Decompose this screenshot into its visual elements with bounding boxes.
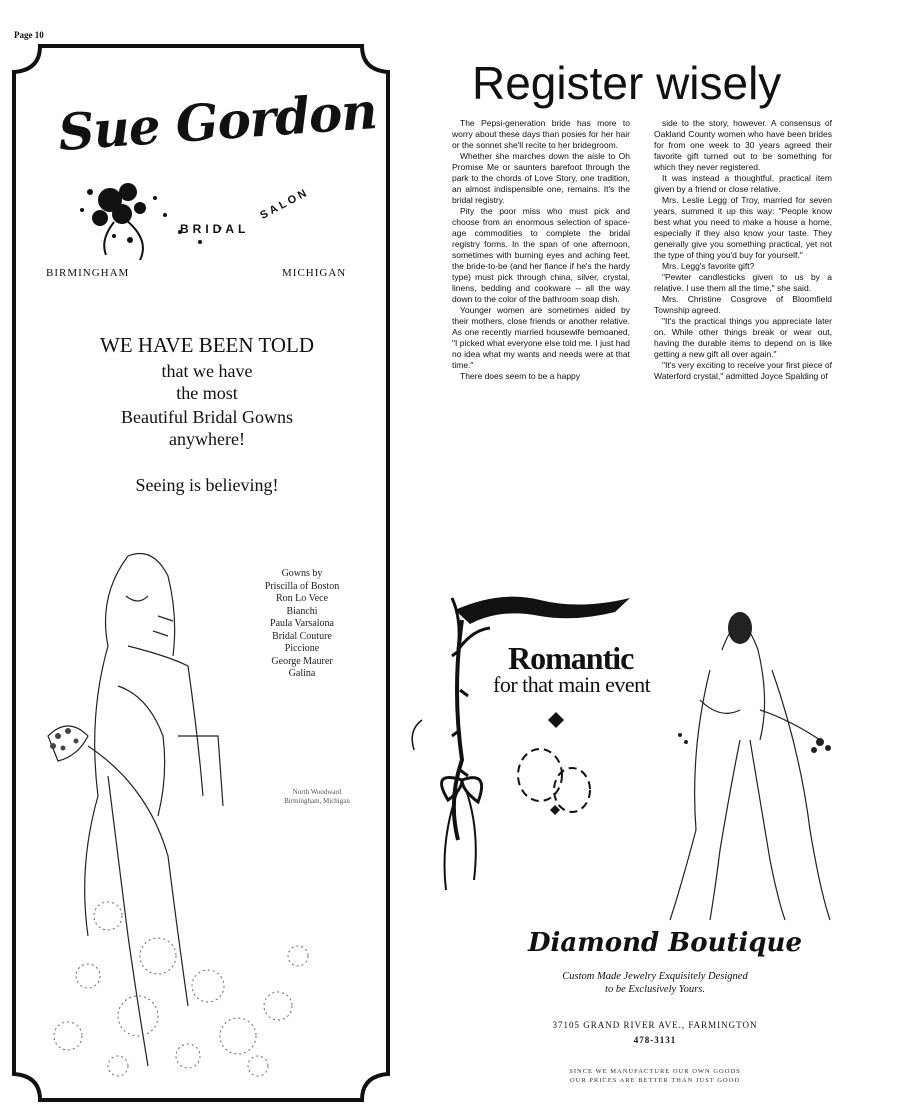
ad-line: that we have bbox=[161, 361, 253, 381]
tagline-line: to be Exclusively Yours. bbox=[605, 984, 705, 995]
article-paragraph: There does seem to be a happy bbox=[460, 371, 581, 381]
ad-line: the most bbox=[176, 383, 238, 403]
article-paragraph: Mrs. Leslie Legg of Troy, married for seven years, summed it up this way: "People know best what you need to make a house a home, especially if they also know your taste. They generally give you something practical, yet not the type of thing you'd buy for yourself." bbox=[654, 195, 832, 260]
gowns-title: Gowns by bbox=[281, 568, 323, 579]
salon-word: SALON bbox=[258, 186, 312, 222]
state-label: MICHIGAN bbox=[282, 267, 347, 279]
article-paragraph: "It's the practical things you appreciate later on. While other things break or wear out, having the durable items to depend on is like getting a new gift all over again." bbox=[654, 316, 832, 359]
sue-gordon-logo: Sue Gordon bbox=[56, 80, 379, 163]
article-paragraph: Pity the poor miss who must pick and choose from an enormous selection of space-age commodities to complete the bridal registry forms. In the span of one afternoon, sometimes with burning eyes and aching feet, the bride-to-be (and her fiance if he's the hardy type) must pick through china, silver, crystal, linens, bedding and cookware -- all the way down to the color of the bathroom soap dish. bbox=[452, 206, 630, 304]
designer-name: Galina bbox=[288, 668, 316, 679]
address-line: Birmingham, Michigan bbox=[284, 797, 350, 805]
article-paragraph: Mrs. Legg's favorite gift? bbox=[662, 261, 755, 271]
article-paragraph: Younger women are sometimes aided by their mothers, close friends or another relative. As one recently married housewife bemoaned, "I picked what everyone else told me. I just had no idea what my wants and needs were at that time." bbox=[452, 305, 630, 370]
fine-print-line: SINCE WE MANUFACTURE OUR OWN GOODS bbox=[569, 1068, 741, 1075]
romantic-headline: Romantic bbox=[508, 640, 634, 676]
ad-line: Beautiful Bridal Gowns bbox=[121, 407, 293, 427]
article-paragraph: Whether she marches down the aisle to Oh Promise Me or saunters barefoot through the park to the chords of Love Story, one tradition, an almost indispensible one, remains. It's the bridal registry. bbox=[452, 151, 630, 205]
gowns-list bbox=[238, 568, 366, 681]
romantic-subhead: for that main event bbox=[493, 672, 651, 697]
diamond-fine-print bbox=[490, 1067, 820, 1085]
article-paragraph: Mrs. Christine Cosgrove of Bloomfield Township agreed. bbox=[654, 294, 832, 315]
bridal-word: BRIDAL bbox=[180, 222, 250, 236]
diamond-address: 37105 GRAND RIVER AVE., FARMINGTON bbox=[552, 1020, 758, 1030]
designer-name: Bridal Couture bbox=[272, 630, 332, 642]
fine-print-line: OUR PRICES ARE BETTER THAN JUST GOOD bbox=[569, 1077, 741, 1084]
salon-address bbox=[262, 788, 372, 806]
designer-name: Priscilla of Boston bbox=[264, 580, 340, 592]
diamond-ad-ornament bbox=[400, 590, 890, 930]
article-paragraph: It was instead a thoughtful, practical item given by a friend or close relative. bbox=[654, 173, 832, 194]
designer-name: Bianchi bbox=[286, 605, 318, 617]
article-column-2 bbox=[654, 118, 832, 588]
city-label: BIRMINGHAM bbox=[46, 267, 130, 279]
page-number: Page 10 bbox=[14, 30, 44, 40]
ad-line: anywhere! bbox=[169, 429, 245, 449]
article-paragraph: side to the story, however. A consensus of Oakland County women who have been brides for from one week to 30 years agreed their favorite gift turned out to be something for which they never registered. bbox=[654, 118, 832, 172]
diamond-boutique-logo: Diamond Boutique bbox=[528, 928, 802, 958]
address-line: North Woodward bbox=[292, 788, 342, 796]
ad-headline: WE HAVE BEEN TOLD bbox=[99, 333, 315, 357]
diamond-tagline bbox=[490, 970, 820, 996]
article-column-1 bbox=[452, 118, 630, 573]
designer-name: Paula Varsalona bbox=[270, 618, 334, 629]
tagline-line: Custom Made Jewelry Exquisitely Designed bbox=[562, 971, 748, 982]
ad-tagline: Seeing is believing! bbox=[135, 475, 279, 495]
article-headline: Register wisely bbox=[472, 57, 782, 109]
article-paragraph: "It's very exciting to receive your first piece of Waterford crystal," admitted Joyce Spalding of bbox=[654, 360, 832, 381]
article-paragraph: The Pepsi-generation bride has more to worry about these days than posies for her hair or the sonnet she'll recite to her bridegroom. bbox=[452, 118, 630, 150]
article-paragraph: "Pewter candlesticks given to us by a relative. I use them all the time," she said. bbox=[654, 272, 832, 293]
designer-name: Piccione bbox=[284, 643, 320, 654]
flower-ornament-icon bbox=[70, 170, 250, 270]
designer-name: Ron Lo Vece bbox=[275, 593, 329, 604]
diamond-phone: 478-3131 bbox=[633, 1035, 677, 1045]
designer-name: George Maurer bbox=[271, 655, 333, 667]
